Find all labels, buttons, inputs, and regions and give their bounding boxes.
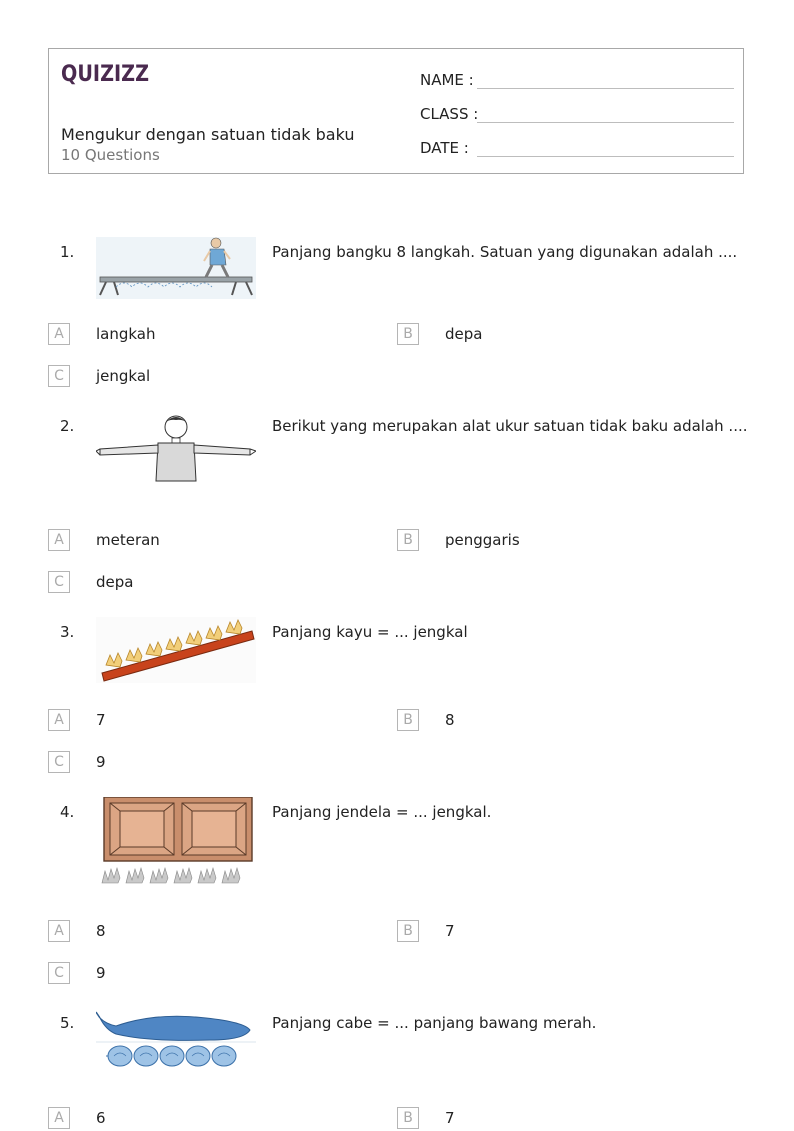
quizizz-logo (61, 59, 161, 89)
bench-walking-icon (96, 237, 256, 299)
question-count: 10 Questions (61, 146, 160, 164)
option-text: 6 (96, 1109, 106, 1127)
chili-onions-icon (96, 1008, 256, 1074)
question-text: Panjang jendela = ... jengkal. (272, 803, 492, 821)
option-letter-box[interactable]: B (397, 709, 419, 731)
option-letter-box[interactable]: A (48, 529, 70, 551)
option-letter-box[interactable]: B (397, 920, 419, 942)
date-label: DATE : (420, 139, 469, 157)
option-letter-box[interactable]: A (48, 323, 70, 345)
svg-text:QUIZIZZ: QUIZIZZ (61, 62, 149, 87)
option-text: 9 (96, 964, 106, 982)
option-text: 7 (445, 922, 455, 940)
question-number: 4. (60, 803, 75, 821)
worksheet-header (48, 48, 744, 174)
name-label: NAME : (420, 71, 474, 89)
class-field[interactable] (420, 101, 734, 125)
option-letter-box[interactable]: C (48, 365, 70, 387)
worksheet-title: Mengukur dengan satuan tidak baku (61, 125, 355, 144)
option-letter-box[interactable]: A (48, 709, 70, 731)
question-number: 2. (60, 417, 75, 435)
option-text: jengkal (96, 367, 151, 385)
option-text: 7 (445, 1109, 455, 1127)
boy-arms-outstretched-icon (96, 411, 256, 491)
option-letter-box[interactable]: C (48, 962, 70, 984)
option-text: meteran (96, 531, 160, 549)
option-letter-box[interactable]: C (48, 571, 70, 593)
option-text: 8 (445, 711, 455, 729)
option-letter-box[interactable]: B (397, 1107, 419, 1129)
option-text: depa (96, 573, 134, 591)
option-letter-box[interactable]: A (48, 920, 70, 942)
option-letter-box[interactable]: C (48, 751, 70, 773)
option-text: langkah (96, 325, 156, 343)
window-hand-spans-icon (96, 797, 256, 889)
question-number: 5. (60, 1014, 75, 1032)
option-text: penggaris (445, 531, 520, 549)
name-field[interactable] (420, 67, 734, 91)
option-text: 8 (96, 922, 106, 940)
question-number: 1. (60, 243, 75, 261)
wood-hand-spans-icon (96, 617, 256, 683)
date-field[interactable] (420, 135, 734, 159)
class-line[interactable] (477, 122, 734, 123)
question-text: Panjang kayu = ... jengkal (272, 623, 468, 641)
question-number: 3. (60, 623, 75, 641)
option-letter-box[interactable]: B (397, 323, 419, 345)
class-label: CLASS : (420, 105, 479, 123)
option-text: 9 (96, 753, 106, 771)
date-line[interactable] (477, 156, 734, 157)
question-text: Panjang bangku 8 langkah. Satuan yang digunakan adalah .... (272, 243, 738, 261)
option-letter-box[interactable]: B (397, 529, 419, 551)
question-text: Panjang cabe = ... panjang bawang merah. (272, 1014, 597, 1032)
name-line[interactable] (477, 88, 734, 89)
option-text: 7 (96, 711, 106, 729)
option-letter-box[interactable]: A (48, 1107, 70, 1129)
question-text: Berikut yang merupakan alat ukur satuan tidak baku adalah .... (272, 417, 748, 435)
option-text: depa (445, 325, 483, 343)
